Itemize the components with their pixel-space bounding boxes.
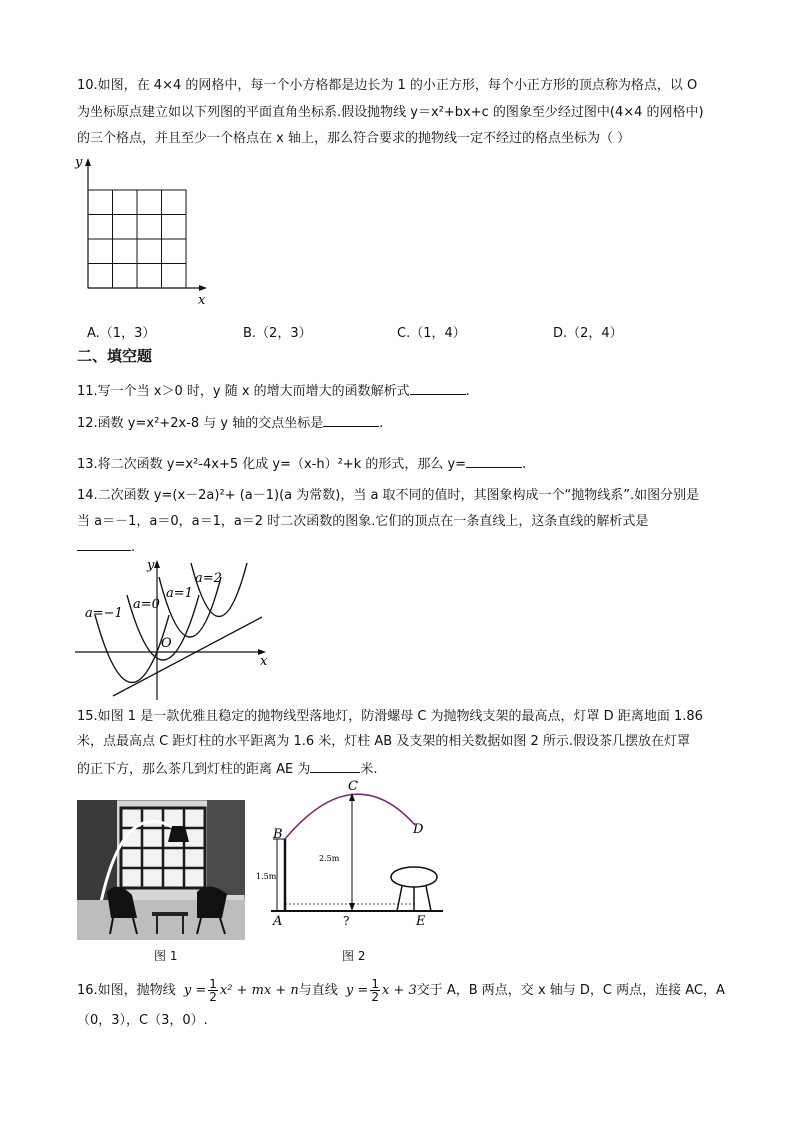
- q16-parabola-eq: =: [195, 983, 207, 998]
- q11: [77, 382, 470, 400]
- q10-grid-figure: [70, 152, 220, 310]
- q14-parabola-figure: [75, 555, 275, 705]
- q16-parabola-num: 1: [209, 977, 217, 991]
- q12-answer-blank: [323, 414, 379, 427]
- q14-line3: [77, 538, 135, 556]
- q10-line3: 的三个格点，并且至少一个格点在 x 轴上，那么符合要求的抛物线一定不经过的格点坐标为（ ）: [77, 131, 631, 146]
- q16-line-rest: x + 3: [381, 983, 417, 998]
- q16-line-eq: =: [357, 983, 369, 998]
- q14-end: .: [131, 540, 136, 555]
- q14-origin-label: O: [161, 636, 172, 651]
- q16-post: 交于 A，B 两点，交 x 轴与 D，C 两点，连接 AC，A: [416, 983, 725, 998]
- q13-answer-blank: [466, 455, 522, 468]
- q10-line2: 为坐标原点建立如以下列图的平面直角坐标系.假设抛物线 y＝x²+bx+c 的图象至少经过图中(4×4 的网格中): [77, 105, 704, 120]
- fig2-label-d: D: [413, 822, 424, 837]
- q13-end: .: [522, 457, 527, 472]
- lamp-photo-figure: [77, 800, 245, 940]
- q15-line3-pre: 的正下方，那么茶几到灯柱的距离 AE 为: [77, 762, 311, 777]
- q16-line1: [77, 978, 725, 1004]
- q14-answer-blank: [77, 538, 131, 551]
- q16-line-y: y: [345, 983, 354, 998]
- q14-x-label: x: [260, 654, 268, 669]
- q10-choice-b: B.（2，3）: [243, 326, 312, 341]
- q14-y-label: y: [147, 558, 155, 573]
- fig2-height-2-5m: 2.5m: [319, 854, 340, 863]
- q14-label-a-2: a=2: [195, 571, 222, 586]
- q10-y-axis-label: y: [75, 155, 83, 170]
- fig2-unknown-distance: ?: [343, 914, 350, 928]
- q10-choice-a: A.（1，3）: [87, 326, 156, 341]
- q16-line-fraction: [370, 978, 380, 1003]
- q14-label-a-neg1: a=−1: [85, 606, 123, 621]
- q16-parabola-den: 2: [209, 990, 217, 1004]
- q15-line3-post: 米.: [360, 762, 378, 777]
- q16-line2: （0，3），C（3，0）.: [77, 1013, 208, 1028]
- q12-text: 12.函数 y=x²+2x-8 与 y 轴的交点坐标是: [77, 416, 324, 431]
- q11-text: 11.写一个当 x＞0 时，y 随 x 的增大而增大的函数解析式: [77, 384, 410, 399]
- q12: [77, 414, 383, 432]
- q16-parabola-fraction: [208, 978, 218, 1003]
- q15-line2: 米，点最高点 C 距灯柱的水平距离为 1.6 米，灯柱 AB 及支架的相关数据如图 2 所示.假设茶几摆放在灯罩: [77, 734, 691, 749]
- q16-line-den: 2: [371, 990, 379, 1004]
- section-title: 二、填空题: [77, 347, 153, 365]
- fig2-label-c: C: [348, 779, 358, 794]
- q16-parabola-y: y: [183, 983, 192, 998]
- fig2-label-b: B: [273, 827, 283, 842]
- q16-parabola-rest: x² + mx + n: [219, 983, 299, 998]
- q14-label-a-1: a=1: [166, 586, 193, 601]
- q11-end: .: [465, 384, 470, 399]
- lamp-diagram-figure: [255, 775, 455, 935]
- q10-choice-d: D.（2，4）: [553, 326, 623, 341]
- fig2-height-1-5m: 1.5m: [256, 872, 277, 881]
- q13-text: 13.将二次函数 y=x²-4x+5 化成 y=（x-h）²+k 的形式，那么 y=: [77, 457, 467, 472]
- q14-line2: 当 a＝－1，a＝0，a＝1，a＝2 时二次函数的图象.它们的顶点在一条直线上，这条直线的解析式是: [77, 514, 649, 529]
- q10-choice-c: C.（1，4）: [397, 326, 466, 341]
- q10-line1: 10.如图，在 4×4 的网格中，每一个小方格都是边长为 1 的小正方形，每个小正方形的顶点称为格点，以 O: [77, 78, 698, 93]
- q14-label-a-0: a=0: [133, 597, 160, 612]
- q16-line-num: 1: [371, 977, 379, 991]
- q13: [77, 455, 526, 473]
- fig1-caption: 图 1: [154, 949, 178, 963]
- q11-answer-blank: [410, 382, 466, 395]
- q12-end: .: [379, 416, 384, 431]
- q14-line1: 14.二次函数 y=(x－2a)²+ (a－1)(a 为常数)，当 a 取不同的值时，其图象构成一个“抛物线系”.如图分别是: [77, 488, 700, 503]
- fig2-caption: 图 2: [342, 949, 366, 963]
- fig2-label-e: E: [416, 914, 426, 929]
- q16-pre: 16.如图，抛物线: [77, 983, 176, 998]
- q10-x-axis-label: x: [198, 293, 206, 308]
- q16-mid: 与直线: [298, 983, 338, 998]
- fig2-label-a: A: [273, 914, 283, 929]
- q15-answer-blank: [310, 760, 360, 773]
- q15-line1: 15.如图 1 是一款优雅且稳定的抛物线型落地灯，防滑螺母 C 为抛物线支架的最高点，灯罩 D 距离地面 1.86: [77, 709, 703, 724]
